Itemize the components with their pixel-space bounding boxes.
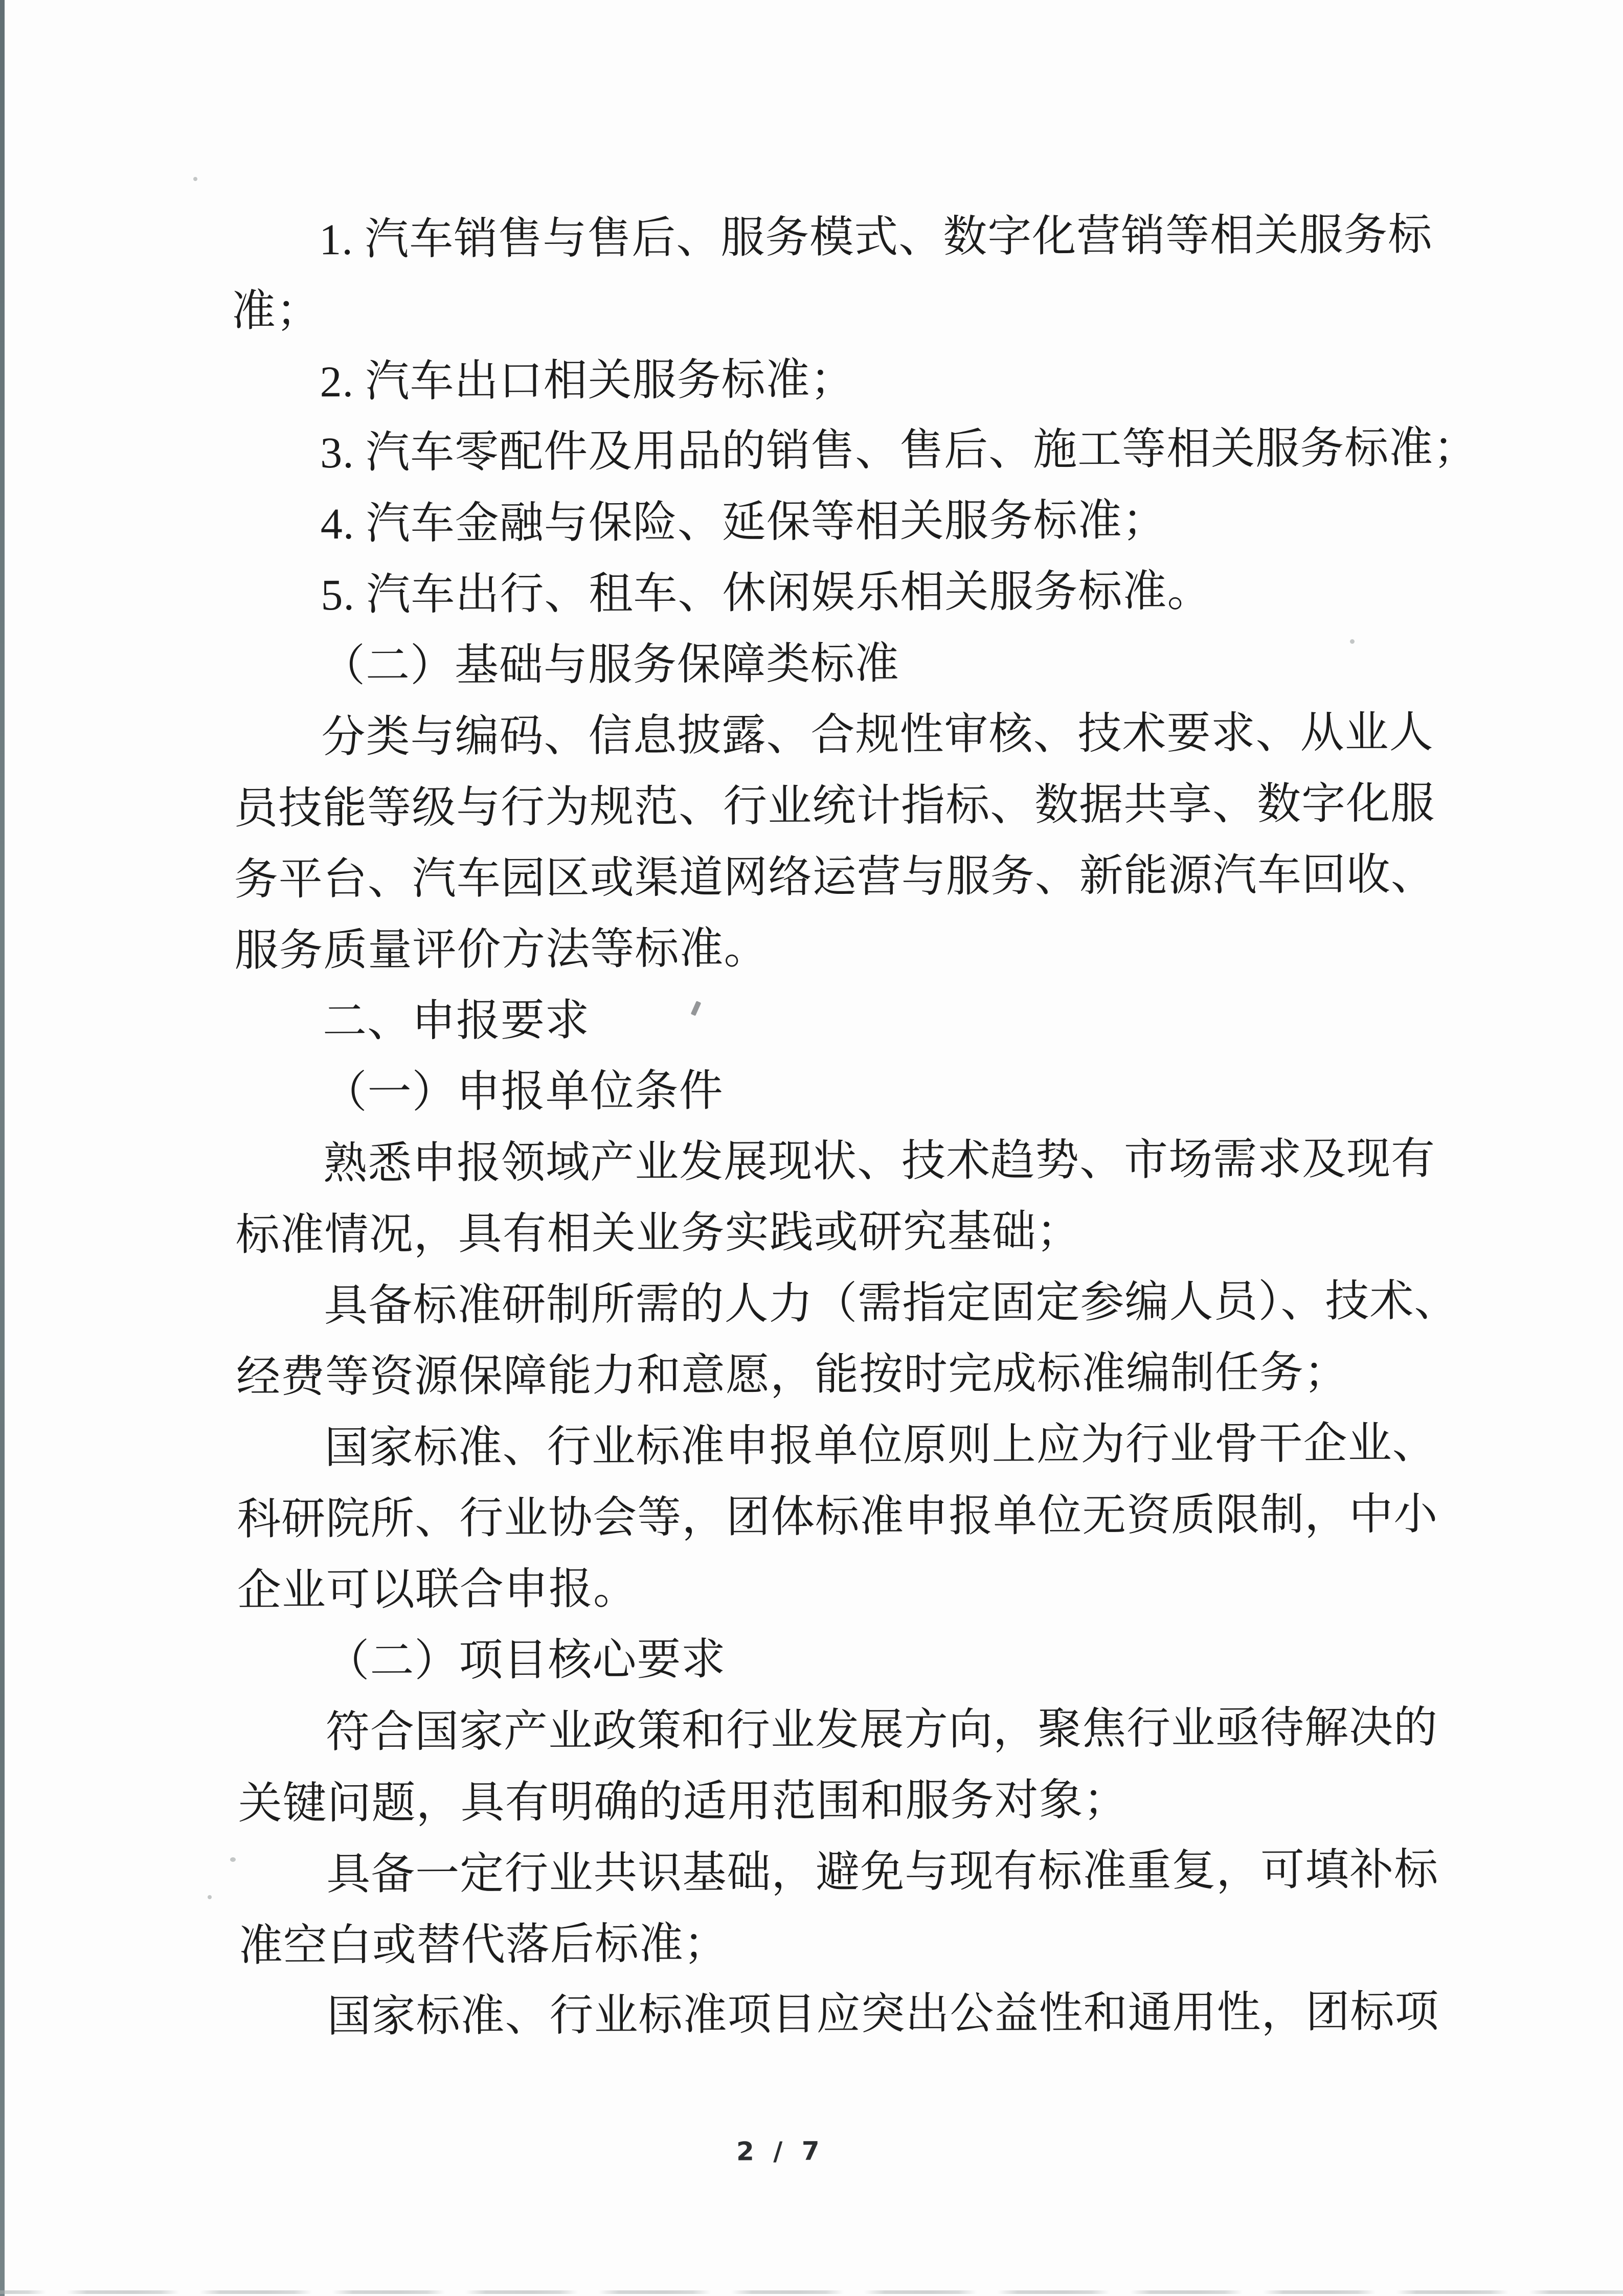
text-line: 关键问题，具有明确的适用范围和服务对象； [238, 1775, 1128, 1828]
page-number: 2 / 7 [736, 2136, 825, 2167]
text-line: 准； [231, 286, 321, 335]
text-line: 熟悉申报领域产业发展现状、技术趋势、市场需求及现有 [323, 1134, 1436, 1188]
text-line: 4. 汽车金融与保险、延保等相关服务标准； [320, 496, 1167, 549]
scan-speck [193, 177, 197, 181]
text-line: 经费等资源保障能力和意愿，能按时完成标准编制任务； [236, 1347, 1349, 1402]
text-line: 企业可以联合申报。 [237, 1564, 638, 1615]
scan-speck [230, 1857, 236, 1862]
text-line: 分类与编码、信息披露、合规性审核、技术要求、从业人 [321, 707, 1434, 762]
text-line: 具备标准研制所需的人力（需指定固定参编人员）、技术、 [324, 1276, 1459, 1331]
text-line: 具备一定行业共识基础，避免与现有标准重复，可填补标 [326, 1844, 1439, 1899]
document-body [231, 199, 1478, 2053]
text-line: （一）申报单位条件 [323, 1066, 724, 1117]
text-line: 务平台、汽车园区或渠道网络运营与服务、新能源汽车回收、 [234, 849, 1435, 904]
text-line: 国家标准、行业标准申报单位原则上应为行业骨干企业、 [324, 1418, 1437, 1473]
text-line: 1. 汽车销售与售后、服务模式、数字化营销等相关服务标 [319, 210, 1433, 264]
text-line: 5. 汽车出行、租车、休闲娱乐相关服务标准。 [321, 566, 1212, 620]
text-line: 3. 汽车零配件及用品的销售、售后、施工等相关服务标准； [320, 423, 1478, 478]
text-line: 准空白或替代落后标准； [238, 1919, 729, 1970]
text-line: 2. 汽车出口相关服务标准； [320, 354, 855, 407]
scan-speck [1350, 639, 1355, 644]
text-line: 标准情况，具有相关业务实践或研究基础； [235, 1206, 1081, 1259]
text-line: 科研院所、行业协会等，团体标准申报单位无资质限制，中小 [237, 1489, 1438, 1544]
text-line: （二）项目核心要求 [325, 1634, 726, 1686]
text-line: 符合国家产业政策和行业发展方向，聚焦行业亟待解决的 [325, 1702, 1438, 1757]
scan-left-edge-artifact [0, 0, 5, 2296]
scan-speck [208, 1895, 212, 1899]
text-line: 员技能等级与行为规范、行业统计指标、数据共享、数字化服 [233, 778, 1435, 833]
scan-bottom-edge-artifact [0, 2290, 1623, 2294]
text-line: 二、申报要求 [322, 995, 590, 1046]
text-line: 服务质量评价方法等标准。 [234, 924, 769, 975]
text-line: 国家标准、行业标准项目应突出公益性和通用性，团标项 [327, 1987, 1439, 2041]
text-line: （二）基础与服务保障类标准 [321, 639, 900, 691]
